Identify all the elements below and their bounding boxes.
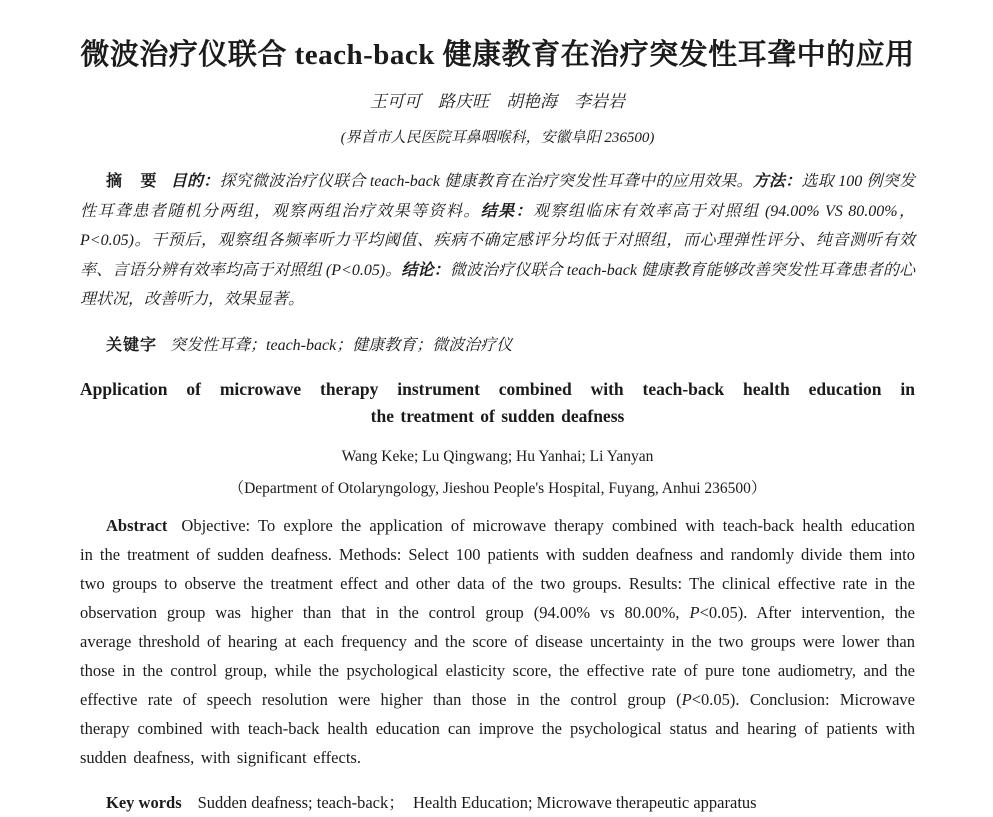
abstract-en-text-1: Objective: To explore the application of microwave therapy combined with teach-back health education in the treatment of sudden deafness. Methods: Select 100 patients with sudden deafness and randomly divide them into two groups to observe the treatment effect and other data of the two groups. Results: The clinical effective rate in the observation group was higher than that in the control group (94.00% vs 80.00%, [80, 515, 915, 622]
abstract-cn-p-symbol-2: P [331, 261, 342, 279]
abstract-en-text-3: <0.05). Conclusion: Microwave therapy combined with teach-back health education can improve the psychological status and hearing of patients with sudden deafness, with significant effects. [80, 689, 915, 767]
abstract-en-text-2: <0.05). After intervention, the average threshold of hearing at each frequency and the score of disease uncertainty in the two groups were lower than those in the control group, while the psychological elasticity score, the effective rate of pure tone audiometry, and the effective rate of speech resolution were higher than those in the control group ( [80, 602, 915, 709]
abstract-cn-results-label: 结果： [480, 202, 534, 220]
paper-title-en-line2: the treatment of sudden deafness [370, 406, 625, 426]
paper-title-cn: 微波治疗仪联合 teach-back 健康教育在治疗突发性耳聋中的应用 [80, 39, 915, 71]
abstract-cn-results-text-1: 观察组临床有效率高于对照组 (94.00% VS 80.00%， [533, 202, 915, 220]
keywords-en-text: Sudden deafness; teach-back； Health Education; Microwave therapeutic apparatus [197, 793, 757, 813]
paper-title-en-line1: Application of microwave therapy instrument combined with teach-back health education in [80, 379, 915, 399]
abstract-cn-objective-text: 探究微波治疗仪联合 teach-back 健康教育在治疗突发性耳聋中的应用效果。 [219, 173, 753, 190]
abstract-cn-conclusion-label: 结论： [401, 261, 450, 279]
abstract-cn [80, 167, 915, 315]
abstract-en-p-symbol-1: P [689, 602, 700, 622]
keywords-cn-label: 关键字 [106, 336, 158, 354]
paper-title-en [80, 376, 915, 430]
abstract-cn-conclusion-text: 微波治疗仪联合 teach-back 健康教育能够改善突发性耳聋患者的心理状况，改善听力，效果显著。 [80, 261, 915, 308]
authors-en: Wang Keke; Lu Qingwang; Hu Yanhai; Li Yanyan [341, 447, 654, 465]
abstract-cn-p-symbol-1: P [80, 232, 90, 249]
affiliation-cn: (界首市人民医院耳鼻咽喉科，安徽阜阳 236500) [340, 130, 655, 146]
keywords-cn-text: 突发性耳聋；teach-back；健康教育；微波治疗仪 [170, 336, 513, 354]
abstract-en [80, 511, 915, 772]
keywords-en [80, 788, 915, 817]
abstract-cn-results-text-2: <0.05)。干预后，观察组各频率听力平均阈值、疾病不确定感评分均低于对照组，而心理弹性评分、纯音测听有效率、言语分辨有效率均高于对照组 ( [80, 232, 915, 279]
abstract-cn-label: 摘 要 [106, 173, 158, 190]
abstract-en-p-symbol-2: P [681, 689, 692, 709]
abstract-en-label: Abstract [106, 515, 168, 535]
keywords-en-label: Key words [106, 793, 182, 813]
keywords-cn [80, 331, 915, 361]
abstract-cn-methods-label: 方法： [752, 173, 802, 190]
authors-cn: 王可可 路庆旺 胡艳海 李岩岩 [370, 92, 625, 111]
affiliation-en: （Department of Otolaryngology, Jieshou People's Hospital, Fuyang, Anhui 236500） [228, 479, 767, 497]
abstract-cn-objective-label: 目的： [170, 173, 220, 190]
abstract-cn-methods-text: 选取 100 例突发性耳聋患者随机分两组，观察两组治疗效果等资料。 [80, 173, 915, 220]
abstract-cn-results-text-3: <0.05)。 [341, 261, 402, 279]
